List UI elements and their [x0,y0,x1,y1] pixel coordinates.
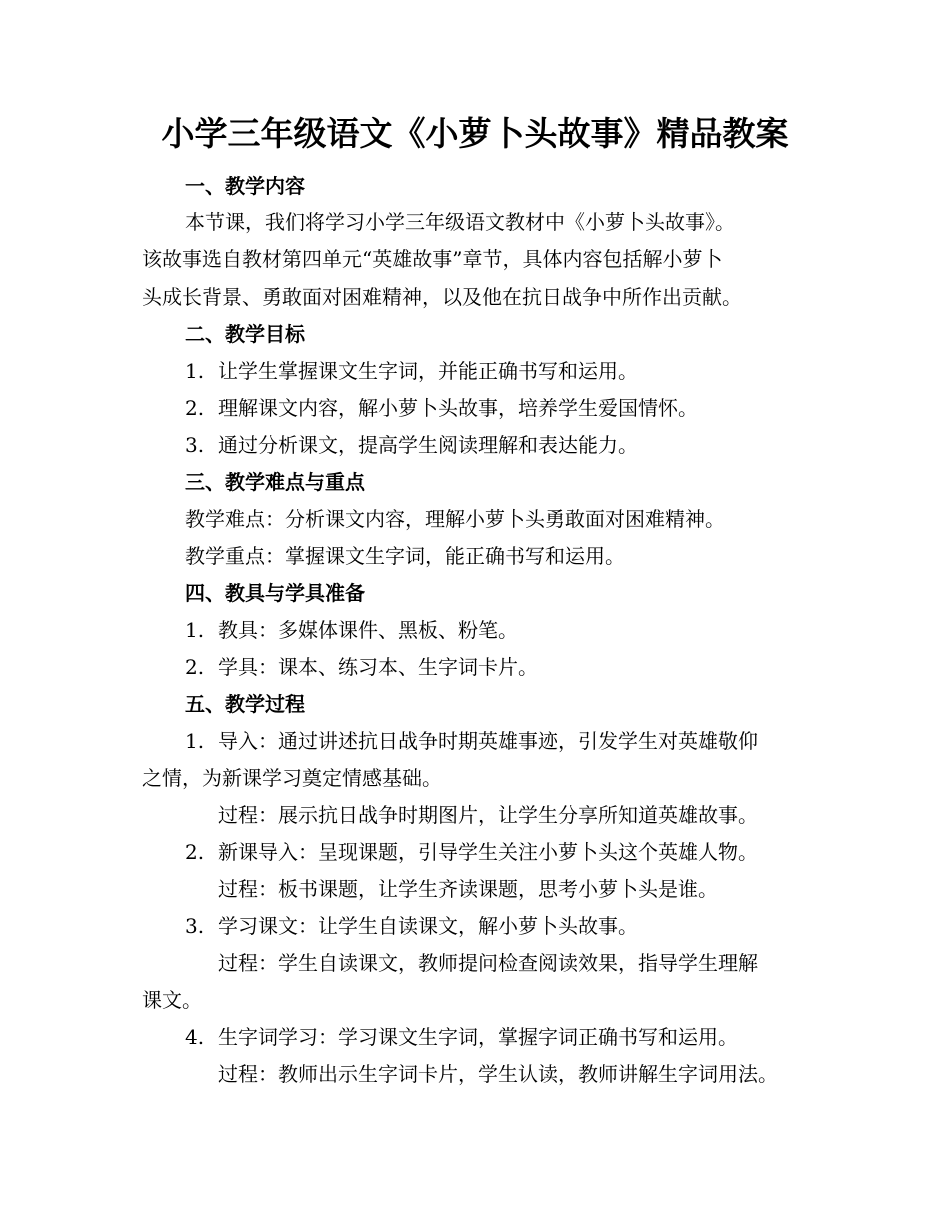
section-heading-materials: 四、教具与学具准备 [185,581,365,605]
process-line: 过程：展示抗日战争时期图片，让学生分享所知道英雄故事。 [218,803,758,827]
list-number: 4. [185,1025,205,1049]
list-item [185,653,538,681]
process-line: 过程：教师出示生字词卡片，学生认读，教师讲解生字词用法。 [218,1062,778,1086]
list-text: 理解课文内容，解小萝卜头故事，培养学生爱国情怀。 [218,396,698,420]
list-number: 1. [185,618,205,642]
document-title: 小学三年级语文《小萝卜头故事》精品教案 [161,114,789,153]
list-item [185,616,518,644]
section-heading-key-points: 三、教学难点与重点 [185,470,365,494]
list-number: 2. [185,840,205,864]
list-item [185,394,698,422]
list-number: 3. [185,914,205,938]
list-number: 3. [185,433,205,457]
paragraph-line: 教学重点：掌握课文生字词，能正确书写和运用。 [185,544,625,568]
list-text: 生字词学习：学习课文生字词，掌握字词正确书写和运用。 [218,1025,738,1049]
list-number: 2. [185,655,205,679]
paragraph-line: 本节课，我们将学习小学三年级语文教材中《小萝卜头故事》。 [185,210,735,234]
list-item [185,727,758,755]
list-item [185,357,638,385]
paragraph-line: 教学难点：分析课文内容，理解小萝卜头勇敢面对困难精神。 [185,507,725,531]
list-text: 让学生掌握课文生字词，并能正确书写和运用。 [218,359,638,383]
list-number: 1. [185,729,205,753]
list-text: 导入：通过讲述抗日战争时期英雄事迹，引发学生对英雄敬仰 [218,729,758,753]
section-heading-content: 一、教学内容 [185,174,305,198]
list-text: 新课导入：呈现课题，引导学生关注小萝卜头这个英雄人物。 [218,840,758,864]
paragraph-line: 课文。 [142,988,202,1012]
list-text: 通过分析课文，提高学生阅读理解和表达能力。 [218,433,638,457]
list-text: 学习课文：让学生自读课文，解小萝卜头故事。 [218,914,638,938]
process-line: 过程：学生自读课文，教师提问检查阅读效果，指导学生理解 [218,951,758,975]
paragraph-line: 之情，为新课学习奠定情感基础。 [142,766,442,790]
section-heading-process: 五、教学过程 [185,692,305,716]
process-line: 过程：板书课题，让学生齐读课题，思考小萝卜头是谁。 [218,877,718,901]
section-heading-objectives: 二、教学目标 [185,322,305,346]
list-item [185,1023,738,1051]
list-number: 2. [185,396,205,420]
paragraph-line: 该故事选自教材第四单元“英雄故事”章节，具体内容包括解小萝卜 [142,247,723,271]
list-number: 1. [185,359,205,383]
list-text: 教具：多媒体课件、黑板、粉笔。 [218,618,518,642]
paragraph-line: 头成长背景、勇敢面对困难精神，以及他在抗日战争中所作出贡献。 [142,285,742,309]
list-item [185,431,638,459]
list-item [185,838,758,866]
list-item [185,912,638,940]
list-text: 学具：课本、练习本、生字词卡片。 [218,655,538,679]
